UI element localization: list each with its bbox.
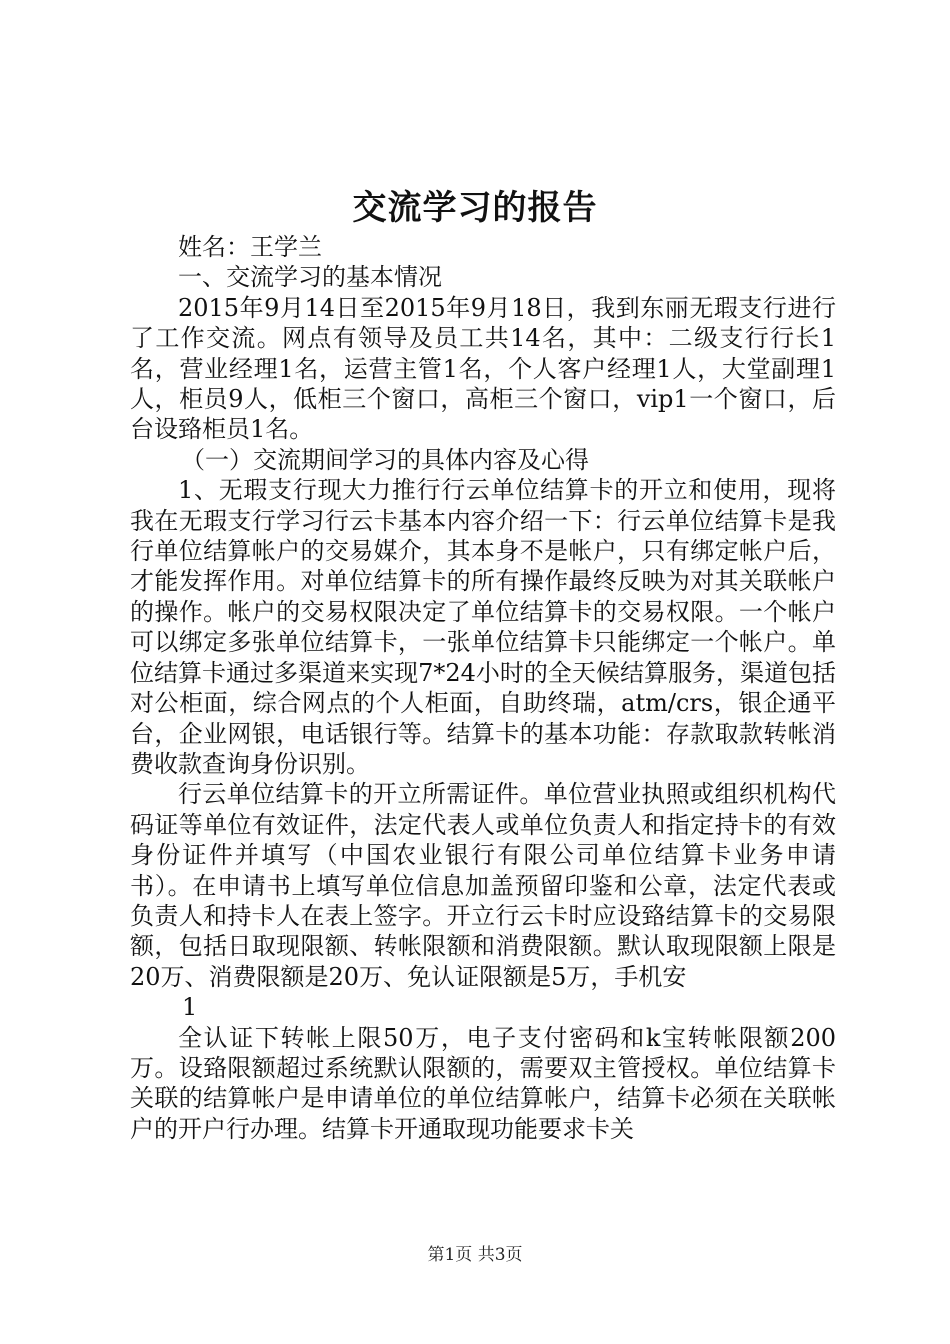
author-line: 姓名：王学兰 xyxy=(178,233,322,261)
paragraph-card-opening: 行云单位结算卡的开立所需证件。单位营业执照或组织机构代码证等单位有效证件，法定代表人或单位负责人和指定持卡的有效身份证件并填写（中国农业银行有限公司单位结算卡业务申请书）。在申请书上填写单位信息加盖预留印鉴和公章，法定代表或负责人和持卡人在表上签字。开立行云卡时应设臵结算卡的交易限额，包括日取现限额、转帐限额和消费限额。默认取现限额上限是20万、消费限额是20万、免认证限额是5万，手机安 xyxy=(130,780,836,991)
paragraph-card-intro: 1、无瑕支行现大力推行行云单位结算卡的开立和使用，现将我在无瑕支行学习行云卡基本内容介绍一下：行云单位结算卡是我行单位结算帐户的交易媒介，其本身不是帐户，只有绑定帐户后，才能发挥作用。对单位结算卡的所有操作最终反映为对其关联帐户的操作。帐户的交易权限决定了单位结算卡的交易权限。一个帐户可以绑定多张单位结算卡，一张单位结算卡只能绑定一个帐户。单位结算卡通过多渠道来实现7*24小时的全天候结算服务，渠道包括对公柜面，综合网点的个人柜面，自助终瑞，atm/crs，银企通平台，企业网银，电话银行等。结算卡的基本功能：存款取款转帐消费收款查询身份识别。 xyxy=(130,476,836,778)
page-footer: 第1页 共3页 xyxy=(427,1245,523,1265)
section-heading: 一、交流学习的基本情况 xyxy=(178,263,442,292)
paragraph-basic-info: 2015年9月14日至2015年9月18日，我到东丽无瑕支行进行了工作交流。网点有领导及员工共14名，其中：二级支行行长1名，营业经理1名，运营主管1名，个人客户经理1人，大堂副理1人，柜员9人，低柜三个窗口，高柜三个窗口，vip1一个窗口，后台设臵柜员1名。 xyxy=(130,293,836,444)
subheading-learning-content: （一）交流期间学习的具体内容及心得 xyxy=(181,445,589,474)
document-title: 交流学习的报告 xyxy=(352,188,598,228)
inline-page-marker: 1 xyxy=(182,993,198,1022)
document-body xyxy=(130,232,836,1144)
paragraph-limits: 全认证下转帐上限50万，电子支付密码和k宝转帐限额200万。设臵限额超过系统默认限额的，需要双主管授权。单位结算卡关联的结算帐户是申请单位的单位结算帐户，结算卡必须在关联帐户的开户行办理。结算卡开通取现功能要求卡关 xyxy=(130,1023,836,1143)
